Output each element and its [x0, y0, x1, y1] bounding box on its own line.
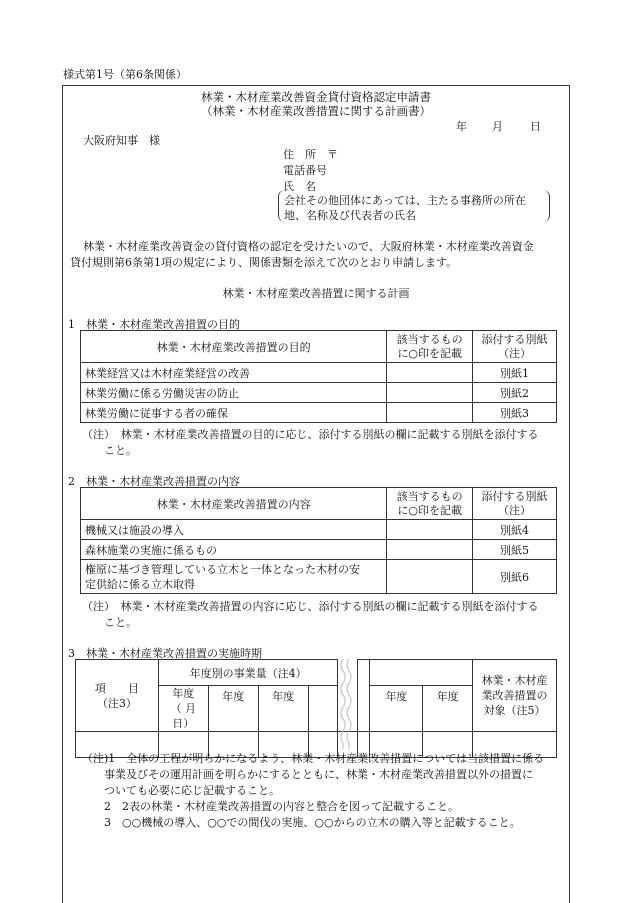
mark-cell[interactable]	[387, 383, 473, 403]
section3-heading: 3 林業・木材産業改善措置の実施時期	[68, 647, 262, 660]
attach-cell: 別紙3	[473, 403, 557, 423]
intro-line2: 貸付規則第6条第1項の規定により、関係書類を添えて次のとおり申請します。	[70, 256, 458, 269]
address-label: 住 所 〒	[283, 148, 338, 161]
year-col-empty	[308, 686, 338, 732]
attach-col-header	[473, 331, 557, 363]
attach-cell: 別紙5	[473, 540, 557, 560]
target-line2: 業改善措置の	[481, 689, 548, 702]
schedule-table	[75, 659, 557, 758]
table-row	[81, 540, 557, 560]
section3-note-3: 3 ○○機械の導入、○○での間伐の実施、○○からの立木の購入等と記載すること。	[104, 816, 521, 829]
item-col-header	[76, 660, 159, 732]
table-row	[81, 363, 557, 383]
mark-col-line1: 該当するもの	[396, 332, 463, 346]
year-col: 年度	[258, 686, 308, 732]
year-col: 年度	[423, 686, 473, 732]
section2-note-line2: こと。	[104, 616, 137, 629]
attach-cell: 別紙4	[473, 520, 557, 540]
purpose-col-header: 林業・木材産業改善措置の目的	[81, 331, 387, 363]
purpose-item: 林業労働に係る労働災害の防止	[81, 383, 387, 403]
attach-cell: 別紙6	[473, 560, 557, 594]
section2-note-line1: （注） 林業・木材産業改善措置の内容に応じ、添付する別紙の欄に記載する別紙を添付する	[82, 600, 539, 613]
target-line1: 林業・木材産	[481, 674, 548, 687]
form-number: 様式第1号（第6条関係）	[63, 68, 187, 81]
mark-cell[interactable]	[387, 520, 473, 540]
mark-col-header	[387, 488, 473, 520]
section1-note-line2: こと。	[104, 444, 137, 457]
year-col-empty	[358, 686, 370, 732]
target-col-header	[473, 660, 557, 732]
attach-col-line2: （注）	[498, 346, 532, 360]
year-date-label: （ 月 日）	[170, 702, 197, 730]
mark-col-line2: に○印を記載	[397, 346, 462, 360]
attach-col-line1: 添付する別紙	[481, 332, 548, 346]
year-col: 年度	[370, 686, 423, 732]
year-col-first	[158, 686, 208, 732]
date-year: 年	[456, 120, 467, 133]
plan-heading: 林業・木材産業改善措置に関する計画	[222, 287, 410, 300]
content-header-row	[81, 488, 557, 520]
section1-note-line1: （注） 林業・木材産業改善措置の目的に応じ、添付する別紙の欄に記載する別紙を添付する	[82, 428, 539, 441]
section3-note-2: 2 2表の林業・木材産業改善措置の内容と整合を図って記載すること。	[104, 800, 459, 813]
purpose-item: 林業経営又は木材産業経営の改善	[81, 363, 387, 383]
mark-cell[interactable]	[387, 560, 473, 594]
purpose-header-row	[81, 331, 557, 363]
section3-note-1-cont: 事業及びその運用計画を明らかにするとともに、林業・木材産業改善措置以外の措置に	[104, 768, 533, 781]
table-row	[81, 520, 557, 540]
date-month: 月	[492, 120, 503, 133]
date-day: 日	[530, 120, 541, 133]
mark-cell[interactable]	[387, 363, 473, 383]
attach-cell: 別紙1	[473, 363, 557, 383]
mark-col-line2: に○印を記載	[397, 503, 462, 517]
name-label: 氏 名	[283, 180, 316, 193]
schedule-header-row1	[76, 660, 557, 686]
section3-note-1: （注)1 全体の工程が明らかになるよう、林業・木材産業改善措置については当該措置に係る	[82, 752, 545, 765]
form-subtitle: （林業・木材産業改善措置に関する計画書）	[201, 104, 431, 118]
purpose-item: 林業労働に従事する者の確保	[81, 403, 387, 423]
year-group-cont	[358, 660, 370, 686]
table-row	[81, 560, 557, 594]
mark-col-header	[387, 331, 473, 363]
applicant-note-line2: 地、名称及び代表者の氏名	[284, 209, 416, 222]
year-group-header: 年度別の事業量（注4）	[158, 660, 338, 686]
mark-cell[interactable]	[387, 403, 473, 423]
item-col-note: （注3）	[96, 696, 137, 710]
item-col-label: 項 目	[94, 681, 139, 695]
purpose-table	[80, 330, 557, 423]
content-item	[81, 560, 387, 594]
mark-col-line1: 該当するもの	[396, 489, 463, 503]
content-item-line1: 権原に基づき管理している立木と一体となった木材の安	[85, 562, 360, 576]
section1-heading: 1 林業・木材産業改善措置の目的	[68, 318, 240, 331]
target-line3: 対象（注5）	[483, 704, 546, 717]
addressee: 大阪府知事 様	[83, 134, 160, 147]
section3-note-1-cont2: ついても必要に応じ記載すること。	[104, 784, 280, 797]
table-row	[81, 403, 557, 423]
attach-col-line2: （注）	[498, 503, 532, 517]
wavy-break-mark	[339, 659, 353, 749]
section2-heading: 2 林業・木材産業改善措置の内容	[68, 475, 240, 488]
content-item-line2: 定供給に係る立木取得	[85, 577, 195, 591]
year-label: 年度	[172, 687, 195, 700]
intro-line1: 林業・木材産業改善資金の貸付資格の認定を受けたいので、大阪府林業・木材産業改善資金	[83, 240, 534, 253]
attach-cell: 別紙2	[473, 383, 557, 403]
phone-label: 電話番号	[283, 164, 327, 177]
attach-col-line1: 添付する別紙	[481, 489, 548, 503]
content-table	[80, 487, 557, 594]
mark-cell[interactable]	[387, 540, 473, 560]
content-item: 機械又は施設の導入	[81, 520, 387, 540]
content-item: 森林施業の実施に係るもの	[81, 540, 387, 560]
year-group-cont	[370, 660, 473, 686]
applicant-note-line1: 会社その他団体にあっては、主たる事務所の所在	[284, 194, 526, 207]
attach-col-header	[473, 488, 557, 520]
year-col: 年度	[208, 686, 258, 732]
table-row	[81, 383, 557, 403]
content-col-header: 林業・木材産業改善措置の内容	[81, 488, 387, 520]
form-title: 林業・木材産業改善資金貸付資格認定申請書	[201, 90, 431, 104]
